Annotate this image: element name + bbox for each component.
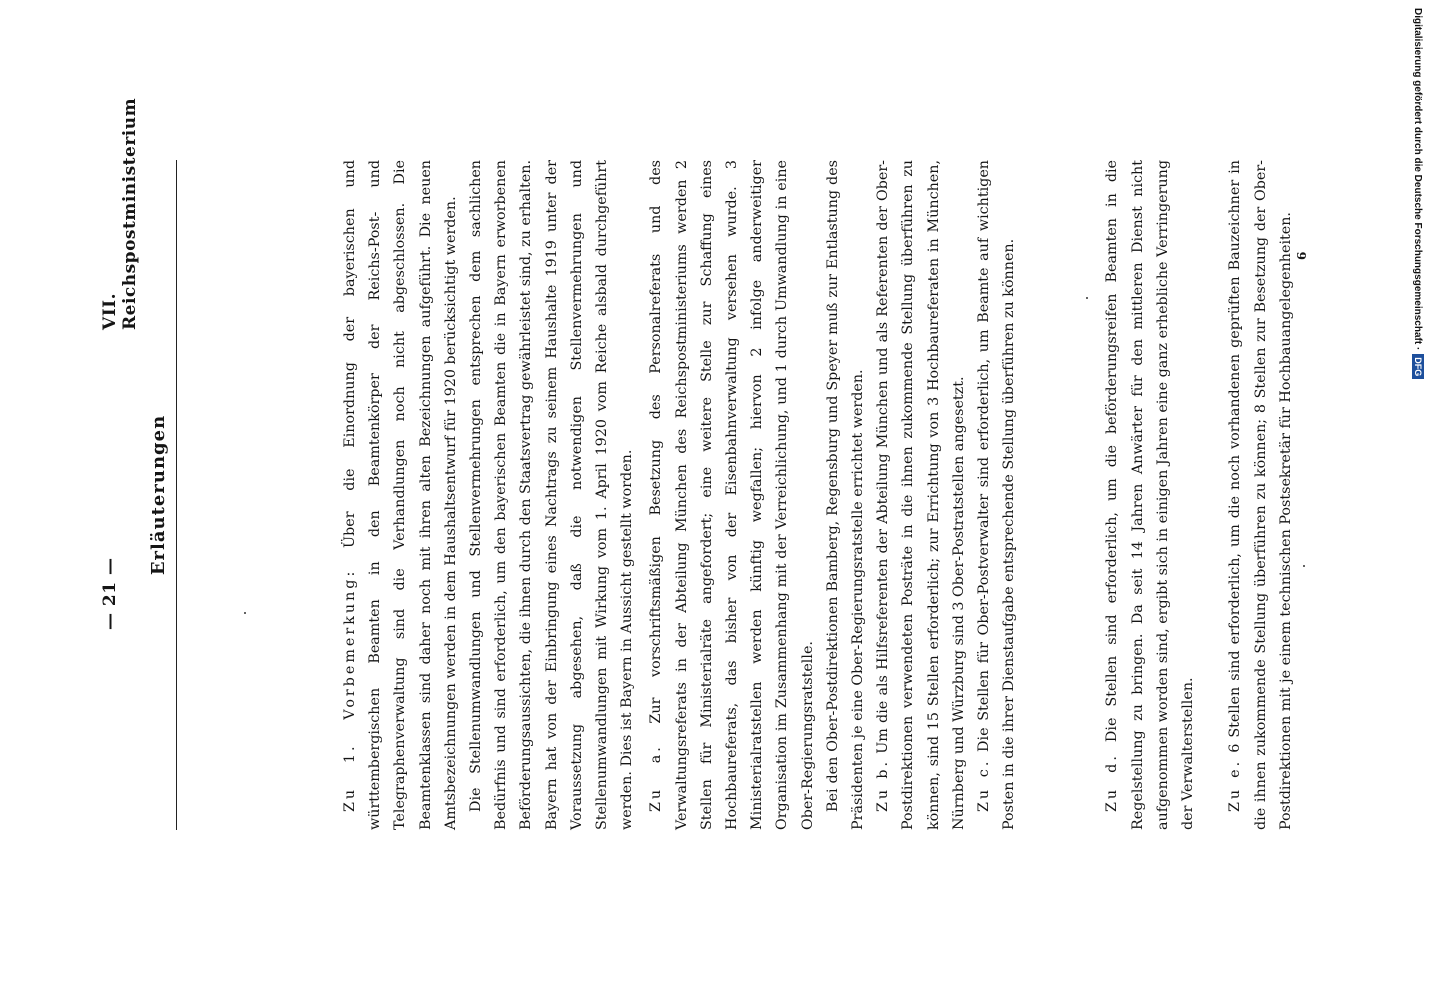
paragraph-vorbemerkung [338, 160, 464, 830]
dfg-logo: DFG [1412, 354, 1424, 379]
scan-speck [244, 612, 246, 614]
paragraph-zu-d [1100, 160, 1201, 830]
page-header [100, 97, 140, 830]
running-title: VII. Reichspostministerium [100, 97, 140, 330]
signature-mark: 6 [1295, 251, 1309, 260]
scan-speck [1303, 565, 1305, 567]
paragraph-zu-b [871, 160, 972, 830]
paragraph-text: Bei den Ober-Postdirektionen Bamberg, Regensburg und Speyer muß zur Entlastung des Präsidenten je eine Ober-Regierungsratstelle errichtet werden. [824, 160, 867, 830]
paragraph-oberpostdirektionen [821, 160, 871, 830]
section-title: Erläuterungen [148, 414, 169, 576]
paragraph-text: Zur vorschriftsmäßigen Besetzung des Personalreferats und des Verwaltungsreferats in der Abteilung München des Reichspostministeriums werden 2 Stellen für Ministerialräte angefordert; eine weitere Stelle zur Schaffung eines Hochbaureferats, das bisher von der Eisenbahnverwaltung versehen wurde. 3 Ministerialratstellen werden künftig wegfallen; hiervon 2 infolge anderweitiger Organisation im Zusammenhang mit der Verreichlichung, und 1 durch Umwandlung in eine Ober-Regierungsratstelle. [648, 160, 816, 830]
body-text [338, 160, 1299, 830]
paragraph-text: Über die Einordnung der bayerischen und württembergischen Beamten in den Beamtenkörper der Reichs-Post- und Telegraphenverwaltung sind die Verhandlungen noch nicht abgeschlossen. Die Beamtenklassen sind daher noch mit ihren alten Bezeichnungen aufgeführt. Die neuen Amtsbezeichnungen werden in dem Haushaltsentwurf für 1920 berücksichtigt werden. [342, 160, 459, 830]
paragraph-lead: Zu d. [1104, 753, 1121, 812]
paragraph-zu-a [644, 160, 820, 830]
rotated-page [100, 97, 1309, 830]
paragraph-lead: Zu b. [875, 758, 892, 812]
paragraph-lead: Zu c. [976, 758, 993, 812]
paragraph-text: Die Stellenumwandlungen und Stellenvermehrungen entsprechen dem sachlichen Bedürfnis und sind erforderlich, um den bayerischen Beamten die in Bayern erworbenen Beförderungsaussichten, die ihnen durch den Staatsvertrag gewährleistet sind, zu erhalten. Bayern hat von der Einbringung eines Nachtrags zu seinem Haushalte 1919 unter der Voraussetzung abgesehen, daß die notwendigen Stellenvermehrungen und Stellenumwandlungen mit Wirkung vom 1. April 1920 vom Reiche alsbald durchgeführt werden. Dies ist Bayern in Aussicht gestellt worden. [468, 160, 636, 830]
paragraph-text: Um die als Hilfsreferenten der Abteilung München und als Referenten der Ober-Postdirektionen verwendeten Posträte in die ihnen zukommende Stellung überführen zu können, sind 15 Stellen erforderlich; zur Errichtung von 3 Hochbaureferaten in München, Nürnberg und Würzburg sind 3 Ober-Postratstellen angesetzt. [875, 160, 967, 830]
credit-text: Digitalisierung gefördert durch die Deutsche Forschungsgemeinschaft · [1412, 8, 1424, 351]
paragraph-text: Die Stellen für Ober-Postverwalter sind erforderlich, um Beamte auf wichtigen Posten in die ihrer Dienstaufgabe entsprechende Stellung überführen zu können. [976, 160, 1018, 830]
paragraph-zu-c [972, 160, 1022, 830]
page-number: — 21 — [100, 557, 120, 630]
paragraph-text: Die Stellen sind erforderlich, um die beförderungsreifen Beamten in die Regelstellung zu bringen. Da seit 14 Jahren Anwärter für den mittleren Dienst nicht aufgenommen worden sind, ergibt sich in einigen Jahren eine ganz erhebliche Verringerung der Verwalterstellen. [1104, 159, 1197, 830]
paragraph-zu-e [1223, 160, 1299, 830]
paragraph-stellenumwandlungen [464, 160, 640, 830]
header-rule [176, 160, 177, 830]
paragraph-lead: Zu 1. Vorbemerkung: [342, 568, 358, 812]
scan-speck [1086, 297, 1088, 299]
paragraph-text: 6 Stellen sind erforderlich, um die noch vorhandenen geprüften Bauzeichner in die ihnen zukommende Stellung überführen zu können; 8 Stellen zur Besetzung der Ober-Postdirektionen mit je einem technischen Postsekretär für Hochbauangelegenheiten. [1227, 160, 1294, 830]
paragraph-lead: Zu e. [1227, 758, 1244, 812]
digitization-credit [1412, 8, 1424, 379]
paragraph-lead: Zu a. [648, 744, 665, 812]
